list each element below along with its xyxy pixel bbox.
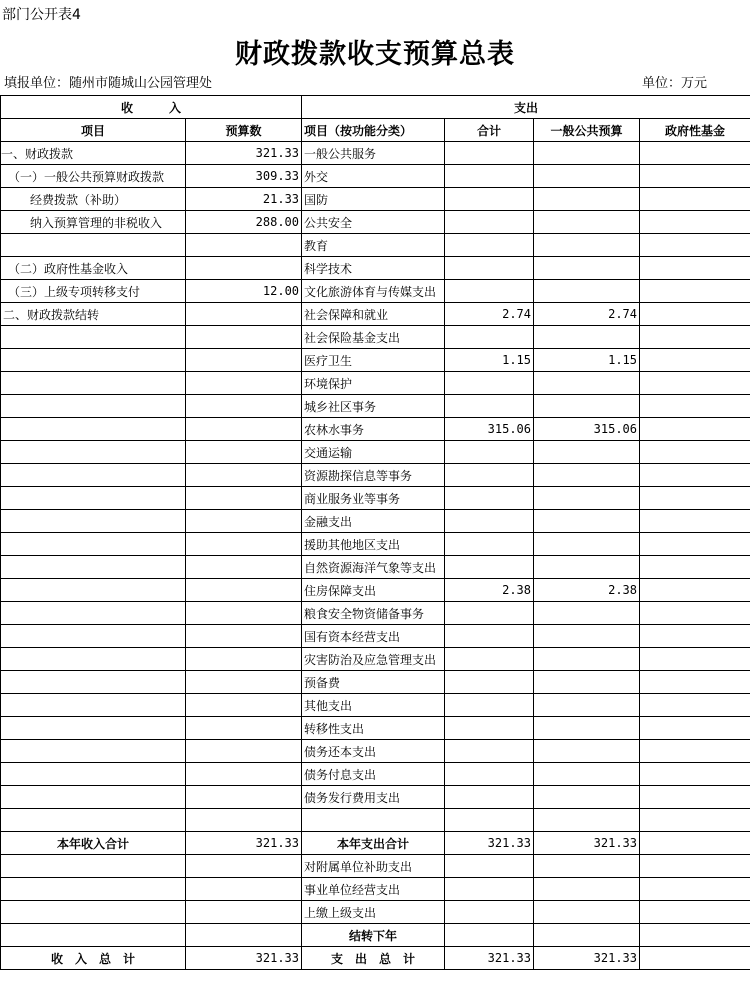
table-row (1, 418, 750, 441)
expense-general (534, 740, 640, 763)
income-item: （一）一般公共预算财政拨款 (1, 165, 186, 188)
table-row (1, 556, 750, 579)
budget-table (0, 95, 750, 970)
expense-general (534, 556, 640, 579)
table-row (1, 901, 750, 924)
expense-general (534, 648, 640, 671)
currency-unit: 单位：万元 (642, 76, 708, 91)
income-amount (186, 855, 302, 878)
expense-item: 灾害防治及应急管理支出 (302, 648, 445, 671)
income-item (1, 717, 186, 740)
expense-item: 环境保护 (302, 372, 445, 395)
income-item: （二）政府性基金收入 (1, 257, 186, 280)
income-item (1, 694, 186, 717)
year-expense-total: 321.33 (445, 832, 534, 855)
expense-gov-fund (640, 326, 750, 349)
income-amount (186, 924, 302, 947)
expense-total (445, 165, 534, 188)
section-header-row (1, 96, 750, 119)
income-item (1, 855, 186, 878)
expense-general (534, 326, 640, 349)
table-row (1, 487, 750, 510)
expense-item: 教育 (302, 234, 445, 257)
col-general: 一般公共预算 (534, 119, 640, 142)
table-row (1, 717, 750, 740)
income-item (1, 533, 186, 556)
expense-total (445, 786, 534, 809)
income-amount: 21.33 (186, 188, 302, 211)
carry-forward-label: 结转下年 (302, 924, 445, 947)
expense-total (445, 280, 534, 303)
income-amount (186, 464, 302, 487)
table-row (1, 740, 750, 763)
income-amount: 321.33 (186, 142, 302, 165)
expense-gov-fund (640, 234, 750, 257)
table-tag: 部门公开表4 (2, 7, 81, 23)
income-amount (186, 671, 302, 694)
income-item: （三）上级专项转移支付 (1, 280, 186, 303)
expense-general (534, 717, 640, 740)
expense-gov-fund (640, 372, 750, 395)
year-total-row (1, 832, 750, 855)
expense-total (445, 924, 534, 947)
expense-gov-fund (640, 510, 750, 533)
expense-total: 315.06 (445, 418, 534, 441)
col-item: 项目 (1, 119, 186, 142)
expense-total (445, 326, 534, 349)
expense-item: 科学技术 (302, 257, 445, 280)
grand-expense-gov-fund (640, 947, 750, 970)
income-item (1, 349, 186, 372)
expense-gov-fund (640, 809, 750, 832)
expense-total (445, 648, 534, 671)
year-income-total-amount: 321.33 (186, 832, 302, 855)
table-row (1, 763, 750, 786)
income-amount (186, 234, 302, 257)
income-amount (186, 257, 302, 280)
expense-general (534, 786, 640, 809)
table-row (1, 602, 750, 625)
year-expense-total-label: 本年支出合计 (302, 832, 445, 855)
income-item (1, 418, 186, 441)
year-expense-gov-fund (640, 832, 750, 855)
income-item (1, 740, 186, 763)
expense-total (445, 142, 534, 165)
expense-total: 1.15 (445, 349, 534, 372)
expense-total (445, 234, 534, 257)
expense-general (534, 602, 640, 625)
expense-general (534, 372, 640, 395)
expense-item: 金融支出 (302, 510, 445, 533)
income-item (1, 441, 186, 464)
expense-gov-fund (640, 648, 750, 671)
income-item (1, 372, 186, 395)
income-item (1, 901, 186, 924)
expense-general (534, 763, 640, 786)
table-row (1, 372, 750, 395)
expense-general (534, 924, 640, 947)
income-amount (186, 717, 302, 740)
income-amount (186, 326, 302, 349)
expense-gov-fund (640, 878, 750, 901)
income-item (1, 556, 186, 579)
expense-item: 商业服务业等事务 (302, 487, 445, 510)
grand-expense-general: 321.33 (534, 947, 640, 970)
expense-item: 社会保障和就业 (302, 303, 445, 326)
income-item (1, 234, 186, 257)
income-item: 二、财政拨款结转 (1, 303, 186, 326)
income-item (1, 579, 186, 602)
table-row (1, 464, 750, 487)
table-row (1, 165, 750, 188)
income-amount (186, 418, 302, 441)
expense-total (445, 625, 534, 648)
income-item: 经费拨款（补助） (1, 188, 186, 211)
expense-item: 国防 (302, 188, 445, 211)
income-item (1, 878, 186, 901)
expense-item: 对附属单位补助支出 (302, 855, 445, 878)
expense-general: 2.74 (534, 303, 640, 326)
expense-item: 债务发行费用支出 (302, 786, 445, 809)
expense-total (445, 487, 534, 510)
table-row (1, 211, 750, 234)
expense-gov-fund (640, 188, 750, 211)
expense-total (445, 372, 534, 395)
expense-gov-fund (640, 602, 750, 625)
expense-general (534, 188, 640, 211)
budget-table-body (1, 96, 750, 970)
expense-gov-fund (640, 786, 750, 809)
income-item (1, 648, 186, 671)
income-amount: 309.33 (186, 165, 302, 188)
expense-gov-fund (640, 418, 750, 441)
expense-item: 住房保障支出 (302, 579, 445, 602)
income-amount (186, 510, 302, 533)
grand-income-total-amount: 321.33 (186, 947, 302, 970)
expense-item: 预备费 (302, 671, 445, 694)
income-amount: 12.00 (186, 280, 302, 303)
expense-item (302, 809, 445, 832)
expense-total (445, 188, 534, 211)
expense-item: 自然资源海洋气象等支出 (302, 556, 445, 579)
expense-gov-fund (640, 924, 750, 947)
expense-item: 医疗卫生 (302, 349, 445, 372)
expense-general (534, 809, 640, 832)
col-item-func: 项目（按功能分类） (302, 119, 445, 142)
table-row (1, 786, 750, 809)
expense-total (445, 763, 534, 786)
expense-gov-fund (640, 257, 750, 280)
income-amount (186, 625, 302, 648)
income-amount (186, 349, 302, 372)
expense-gov-fund (640, 487, 750, 510)
table-row (1, 579, 750, 602)
expense-item: 国有资本经营支出 (302, 625, 445, 648)
expense-gov-fund (640, 142, 750, 165)
income-amount (186, 303, 302, 326)
expense-total (445, 809, 534, 832)
expense-general (534, 533, 640, 556)
income-amount (186, 372, 302, 395)
expense-item: 外交 (302, 165, 445, 188)
expense-gov-fund (640, 464, 750, 487)
table-row (1, 142, 750, 165)
expense-header: 支出 (302, 96, 750, 119)
table-row (1, 326, 750, 349)
expense-gov-fund (640, 671, 750, 694)
income-amount (186, 694, 302, 717)
income-item (1, 786, 186, 809)
expense-gov-fund (640, 579, 750, 602)
income-amount (186, 809, 302, 832)
col-budget: 预算数 (186, 119, 302, 142)
expense-total (445, 257, 534, 280)
expense-general: 1.15 (534, 349, 640, 372)
income-amount (186, 556, 302, 579)
expense-total (445, 211, 534, 234)
expense-general (534, 671, 640, 694)
expense-general (534, 901, 640, 924)
expense-total (445, 901, 534, 924)
income-item (1, 487, 186, 510)
expense-general (534, 165, 640, 188)
reporting-unit: 填报单位：随州市随城山公园管理处 (4, 76, 213, 91)
table-row (1, 533, 750, 556)
expense-total (445, 556, 534, 579)
expense-gov-fund (640, 303, 750, 326)
expense-total (445, 441, 534, 464)
income-amount (186, 786, 302, 809)
table-row (1, 694, 750, 717)
table-row (1, 625, 750, 648)
income-amount (186, 441, 302, 464)
income-amount: 288.00 (186, 211, 302, 234)
income-item (1, 326, 186, 349)
income-amount (186, 533, 302, 556)
expense-general (534, 464, 640, 487)
table-row (1, 510, 750, 533)
expense-gov-fund (640, 165, 750, 188)
expense-general (534, 257, 640, 280)
expense-item: 上缴上级支出 (302, 901, 445, 924)
expense-item: 援助其他地区支出 (302, 533, 445, 556)
expense-general (534, 211, 640, 234)
income-amount (186, 648, 302, 671)
income-amount (186, 901, 302, 924)
expense-item: 债务付息支出 (302, 763, 445, 786)
expense-item: 其他支出 (302, 694, 445, 717)
expense-item: 公共安全 (302, 211, 445, 234)
table-row (1, 878, 750, 901)
expense-item: 一般公共服务 (302, 142, 445, 165)
income-item (1, 395, 186, 418)
income-item (1, 625, 186, 648)
expense-general (534, 441, 640, 464)
expense-item: 粮食安全物资储备事务 (302, 602, 445, 625)
expense-item: 文化旅游体育与传媒支出 (302, 280, 445, 303)
income-item (1, 924, 186, 947)
year-expense-general: 321.33 (534, 832, 640, 855)
expense-general (534, 625, 640, 648)
expense-general (534, 855, 640, 878)
expense-total (445, 671, 534, 694)
expense-total (445, 694, 534, 717)
expense-item: 债务还本支出 (302, 740, 445, 763)
table-row (1, 303, 750, 326)
expense-gov-fund (640, 441, 750, 464)
expense-total: 2.74 (445, 303, 534, 326)
expense-item: 交通运输 (302, 441, 445, 464)
expense-gov-fund (640, 855, 750, 878)
expense-general (534, 142, 640, 165)
table-row (1, 441, 750, 464)
expense-gov-fund (640, 349, 750, 372)
page-title: 财政拨款收支预算总表 (235, 39, 515, 70)
expense-item: 转移性支出 (302, 717, 445, 740)
income-amount (186, 878, 302, 901)
income-header: 收 入 (1, 96, 302, 119)
table-row (1, 809, 750, 832)
expense-total (445, 464, 534, 487)
income-item (1, 809, 186, 832)
expense-general: 2.38 (534, 579, 640, 602)
expense-gov-fund (640, 717, 750, 740)
table-row (1, 188, 750, 211)
expense-general (534, 510, 640, 533)
table-row (1, 280, 750, 303)
expense-total (445, 395, 534, 418)
expense-total (445, 533, 534, 556)
income-amount (186, 487, 302, 510)
expense-general (534, 395, 640, 418)
column-header-row (1, 119, 750, 142)
expense-general (534, 694, 640, 717)
expense-gov-fund (640, 740, 750, 763)
expense-total: 2.38 (445, 579, 534, 602)
grand-expense-total-label: 支 出 总 计 (302, 947, 445, 970)
expense-item: 社会保险基金支出 (302, 326, 445, 349)
expense-gov-fund (640, 625, 750, 648)
income-amount (186, 602, 302, 625)
income-item (1, 671, 186, 694)
table-row (1, 349, 750, 372)
year-income-total-label: 本年收入合计 (1, 832, 186, 855)
expense-item: 事业单位经营支出 (302, 878, 445, 901)
expense-general (534, 487, 640, 510)
income-item: 纳入预算管理的非税收入 (1, 211, 186, 234)
income-amount (186, 395, 302, 418)
expense-general (534, 280, 640, 303)
income-item (1, 464, 186, 487)
expense-item: 城乡社区事务 (302, 395, 445, 418)
col-gov-fund: 政府性基金 (640, 119, 750, 142)
grand-expense-total: 321.33 (445, 947, 534, 970)
table-row (1, 395, 750, 418)
table-row (1, 257, 750, 280)
expense-gov-fund (640, 901, 750, 924)
expense-total (445, 740, 534, 763)
income-amount (186, 763, 302, 786)
expense-gov-fund (640, 556, 750, 579)
expense-gov-fund (640, 211, 750, 234)
expense-total (445, 510, 534, 533)
table-row (1, 671, 750, 694)
expense-item: 农林水事务 (302, 418, 445, 441)
expense-total (445, 717, 534, 740)
expense-gov-fund (640, 763, 750, 786)
expense-gov-fund (640, 280, 750, 303)
expense-gov-fund (640, 694, 750, 717)
expense-gov-fund (640, 395, 750, 418)
expense-total (445, 855, 534, 878)
income-item (1, 510, 186, 533)
table-row (1, 855, 750, 878)
expense-gov-fund (640, 533, 750, 556)
expense-general: 315.06 (534, 418, 640, 441)
income-item (1, 763, 186, 786)
income-amount (186, 740, 302, 763)
grand-total-row (1, 947, 750, 970)
grand-income-total-label: 收 入 总 计 (1, 947, 186, 970)
expense-total (445, 602, 534, 625)
table-row (1, 648, 750, 671)
expense-total (445, 878, 534, 901)
col-total: 合计 (445, 119, 534, 142)
carry-forward-row (1, 924, 750, 947)
expense-item: 资源勘探信息等事务 (302, 464, 445, 487)
income-item (1, 602, 186, 625)
income-amount (186, 579, 302, 602)
income-item: 一、财政拨款 (1, 142, 186, 165)
expense-general (534, 234, 640, 257)
expense-general (534, 878, 640, 901)
table-row (1, 234, 750, 257)
